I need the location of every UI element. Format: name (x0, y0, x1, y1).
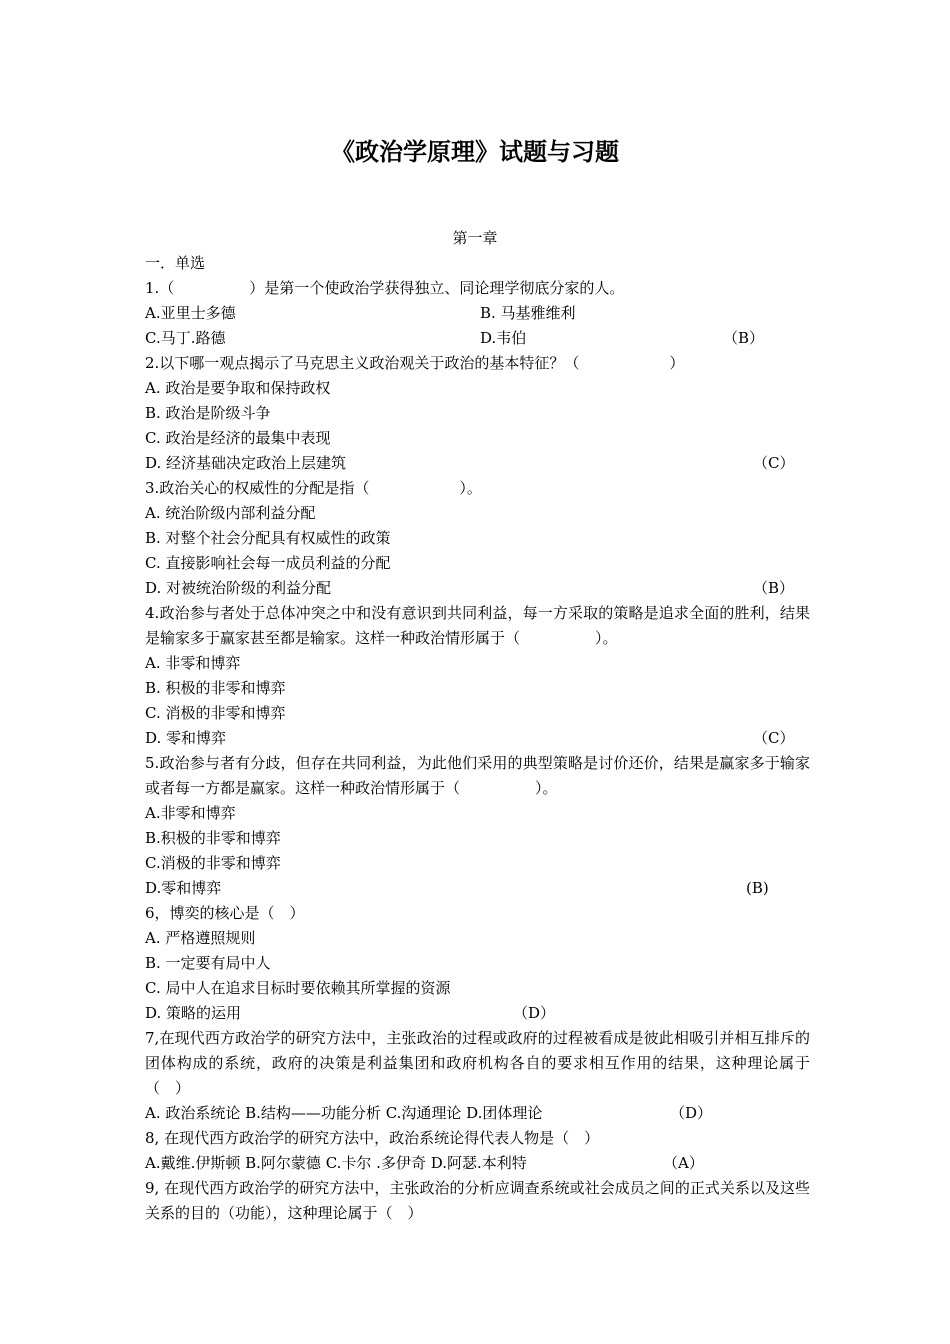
question-2-row-d (145, 451, 810, 476)
question-9-stem: 9, 在现代西方政治学的研究方法中，主张政治的分析应调查系统或社会成员之间的正式关系以及这些关系的目的（功能），这种理论属于（ ） (145, 1179, 810, 1222)
chapter-heading: 第一章 (452, 229, 498, 247)
question-6-stem: 6，博奕的核心是（ ） (145, 904, 305, 922)
question-1-option-c: C.马丁.路德 (145, 329, 226, 347)
question-6-option-b: B. 一定要有局中人 (145, 954, 271, 972)
question-7-answer: （D） (670, 1104, 713, 1122)
question-list (145, 251, 810, 1226)
question-6-row-d (145, 1001, 810, 1026)
question-3-option-d: D. 对被统治阶级的利益分配 (145, 579, 332, 597)
question-2-option-a: A. 政治是要争取和保持政权 (145, 379, 331, 397)
question-1-answer: （B） (723, 329, 765, 347)
question-2-stem: 2.以下哪一观点揭示了马克思主义政治观关于政治的基本特征？（ ） (145, 354, 685, 372)
question-1-option-a: A.亚里士多德 (145, 304, 236, 322)
question-7-stem: 7,在现代西方政治学的研究方法中，主张政治的过程或政府的过程被看成是彼此相吸引并相互排斥的团体构成的系统，政府的决策是利益集团和政府机构各自的要求相互作用的结果，这种理论属于（ ） (145, 1029, 810, 1097)
question-3-row-d (145, 576, 810, 601)
question-8-stem: 8, 在现代西方政治学的研究方法中，政治系统论得代表人物是（ ） (145, 1129, 600, 1147)
question-3-option-c: C. 直接影响社会每一成员利益的分配 (145, 554, 391, 572)
question-1-stem: 1.（ ）是第一个使政治学获得独立、同论理学彻底分家的人。 (145, 279, 625, 297)
question-5-option-d: D.零和博弈 (145, 879, 222, 897)
question-5-option-c: C.消极的非零和博弈 (145, 854, 281, 872)
question-5-option-b: B.积极的非零和博弈 (145, 829, 281, 847)
question-1-row-2 (145, 326, 810, 351)
question-4-stem: 4.政治参与者处于总体冲突之中和没有意识到共同利益，每一方采取的策略是追求全面的胜利，结果是输家多于赢家甚至都是输家。这样一种政治情形属于（ ）。 (145, 604, 810, 647)
question-5-option-a: A.非零和博弈 (145, 804, 236, 822)
question-1-row-1 (145, 301, 810, 326)
question-3-answer: （B） (753, 579, 795, 597)
document-title: 《政治学原理》试题与习题 (331, 138, 619, 166)
question-4-answer: （C） (753, 729, 795, 747)
question-2-option-c: C. 政治是经济的最集中表现 (145, 429, 331, 447)
question-4-option-c: C. 消极的非零和博弈 (145, 704, 286, 722)
question-7-options: A. 政治系统论 B.结构——功能分析 C.沟通理论 D.团体理论 (145, 1104, 543, 1122)
question-1-option-b: B. 马基雅维利 (480, 304, 576, 322)
question-8-options: A.戴维.伊斯顿 B.阿尔蒙德 C.卡尔 .多伊奇 D.阿瑟.本利特 (145, 1154, 527, 1172)
question-6-option-a: A. 严格遵照规则 (145, 929, 256, 947)
question-3-option-b: B. 对整个社会分配具有权威性的政策 (145, 529, 391, 547)
question-2-answer: （C） (753, 454, 795, 472)
question-5-row-d (145, 876, 810, 901)
question-6-option-c: C. 局中人在追求目标时要依赖其所掌握的资源 (145, 979, 451, 997)
question-2-option-d: D. 经济基础决定政治上层建筑 (145, 454, 347, 472)
question-2-option-b: B. 政治是阶级斗争 (145, 404, 271, 422)
question-5-answer: (B) (746, 879, 769, 897)
question-3-stem: 3.政治关心的权威性的分配是指（ ）。 (145, 479, 482, 497)
question-8-answer: （A） (663, 1154, 704, 1172)
question-7-row-options (145, 1101, 810, 1126)
question-5-stem: 5.政治参与者有分歧，但存在共同利益，为此他们采用的典型策略是讨价还价，结果是赢家多于输家或者每一方都是赢家。这样一种政治情形属于（ ）。 (145, 754, 810, 797)
question-1-option-d: D.韦伯 (480, 329, 527, 347)
question-6-option-d: D. 策略的运用 (145, 1004, 242, 1022)
question-6-answer: （D） (513, 1004, 556, 1022)
question-4-option-a: A. 非零和博弈 (145, 654, 241, 672)
question-4-option-b: B. 积极的非零和博弈 (145, 679, 286, 697)
section-heading: 一．单选 (145, 254, 206, 272)
question-8-row-options (145, 1151, 810, 1176)
question-3-option-a: A. 统治阶级内部利益分配 (145, 504, 316, 522)
question-4-row-d (145, 726, 810, 751)
question-4-option-d: D. 零和博弈 (145, 729, 227, 747)
